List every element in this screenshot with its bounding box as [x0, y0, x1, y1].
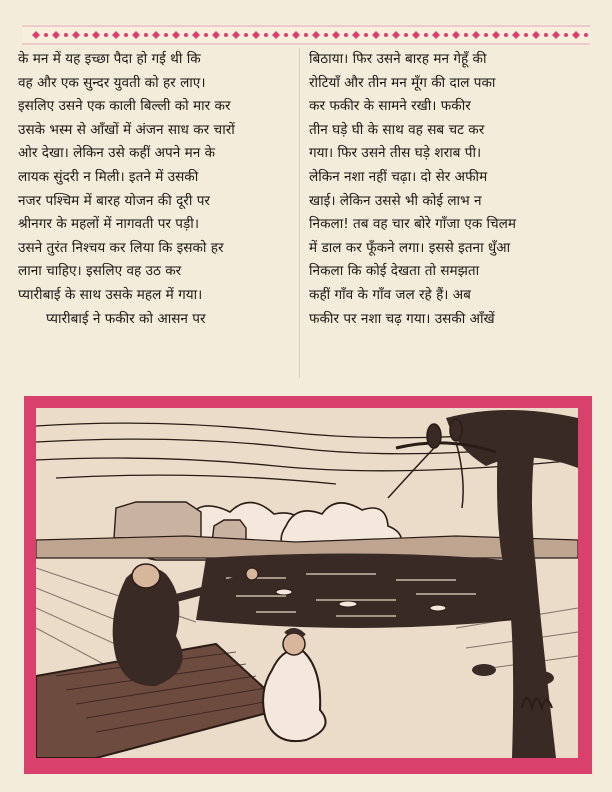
ornament-dot: [164, 33, 168, 37]
text-line: लाना चाहिए। इसलिए वह उठ कर: [18, 263, 182, 280]
text-line: प्यारीबाई के साथ उसके महल में गया।: [18, 286, 203, 303]
ornament-dot: [264, 33, 268, 37]
text-line: श्रीनगर के महलों में नागवती पर पड़ी।: [18, 216, 199, 233]
ornament-border-icon: [22, 24, 590, 46]
text-line: रोटियाँ और तीन मन मूँग की दाल पका: [309, 74, 496, 91]
ornament-dot: [584, 33, 588, 37]
illustration: [36, 408, 578, 758]
ornament-dot: [244, 33, 248, 37]
ornament-dot: [504, 33, 508, 37]
ornament-dot: [84, 33, 88, 37]
text-column-left: [18, 48, 296, 383]
ornament-dot: [324, 33, 328, 37]
text-line: नजर पश्चिम में बारह योजन की दूरी पर: [18, 192, 210, 209]
ornament-dot: [204, 33, 208, 37]
text-line: तीन घड़े घी के साथ वह सब चट कर: [309, 121, 485, 138]
ornament-dot: [524, 33, 528, 37]
text-column-right: [309, 48, 587, 383]
ornament-dot: [484, 33, 488, 37]
text-line: खाई। लेकिन उससे भी कोई लाभ न: [309, 192, 482, 209]
text-line: लेकिन नशा नहीं चढ़ा। दो सेर अफीम: [309, 168, 488, 185]
text-line: गया। फिर उसने तीस घड़े शराब पी।: [309, 145, 482, 162]
illustration-frame: [24, 396, 592, 774]
ornament-dot: [144, 33, 148, 37]
text-line: बिठाया। फिर उसने बारह मन गेहूँ की: [309, 51, 487, 67]
text-line: वह और एक सुन्दर युवती को हर लाए।: [18, 74, 206, 91]
text-line: कहीं गाँव के गाँव जल रहे हैं। अब: [309, 286, 471, 303]
decorative-border: [22, 24, 590, 46]
text-line: निकला! तब वह चार बोरे गाँजा एक चिलम: [309, 216, 517, 233]
text-line: के मन में यह इच्छा पैदा हो गई थी कि: [18, 51, 201, 67]
column-divider: [299, 48, 300, 378]
ornament-dot: [224, 33, 228, 37]
text-line: लायक सुंदरी न मिली। इतने में उसकी: [18, 168, 199, 185]
ornament-dot: [424, 33, 428, 37]
ornament-dot: [364, 33, 368, 37]
ornament-dot: [124, 33, 128, 37]
ornament-dot: [284, 33, 288, 37]
fakir-and-woman-illustration-icon: [36, 408, 578, 758]
ornament-dot: [464, 33, 468, 37]
ornament-dot: [184, 33, 188, 37]
text-line: इसलिए उसने एक काली बिल्ली को मार कर: [18, 98, 231, 115]
text-line: ओर देखा। लेकिन उसे कहीं अपने मन के: [18, 145, 216, 162]
text-line: प्यारीबाई ने फकीर को आसन पर: [46, 310, 206, 327]
text-line: उसने तुरंत निश्चय कर लिया कि इसको हर: [18, 239, 224, 256]
ornament-dot: [564, 33, 568, 37]
ornament-dot: [404, 33, 408, 37]
ornament-dot: [544, 33, 548, 37]
ornament-dot: [104, 33, 108, 37]
text-line: निकला कि कोई देखता तो समझता: [309, 263, 480, 280]
ornament-dot: [384, 33, 388, 37]
ornament-dot: [344, 33, 348, 37]
text-line: में डाल कर फूँकने लगा। इससे इतना धुँआ: [309, 239, 511, 256]
ornament-dot: [444, 33, 448, 37]
ornament-dot: [304, 33, 308, 37]
text-line: कर फकीर के सामने रखी। फकीर: [309, 98, 471, 115]
text-line: फकीर पर नशा चढ़ गया। उसकी आँखें: [309, 310, 495, 327]
ornament-dot: [44, 33, 48, 37]
ornament-dot: [64, 33, 68, 37]
text-line: उसके भस्म से आँखों में अंजन साध कर चारों: [18, 121, 235, 138]
